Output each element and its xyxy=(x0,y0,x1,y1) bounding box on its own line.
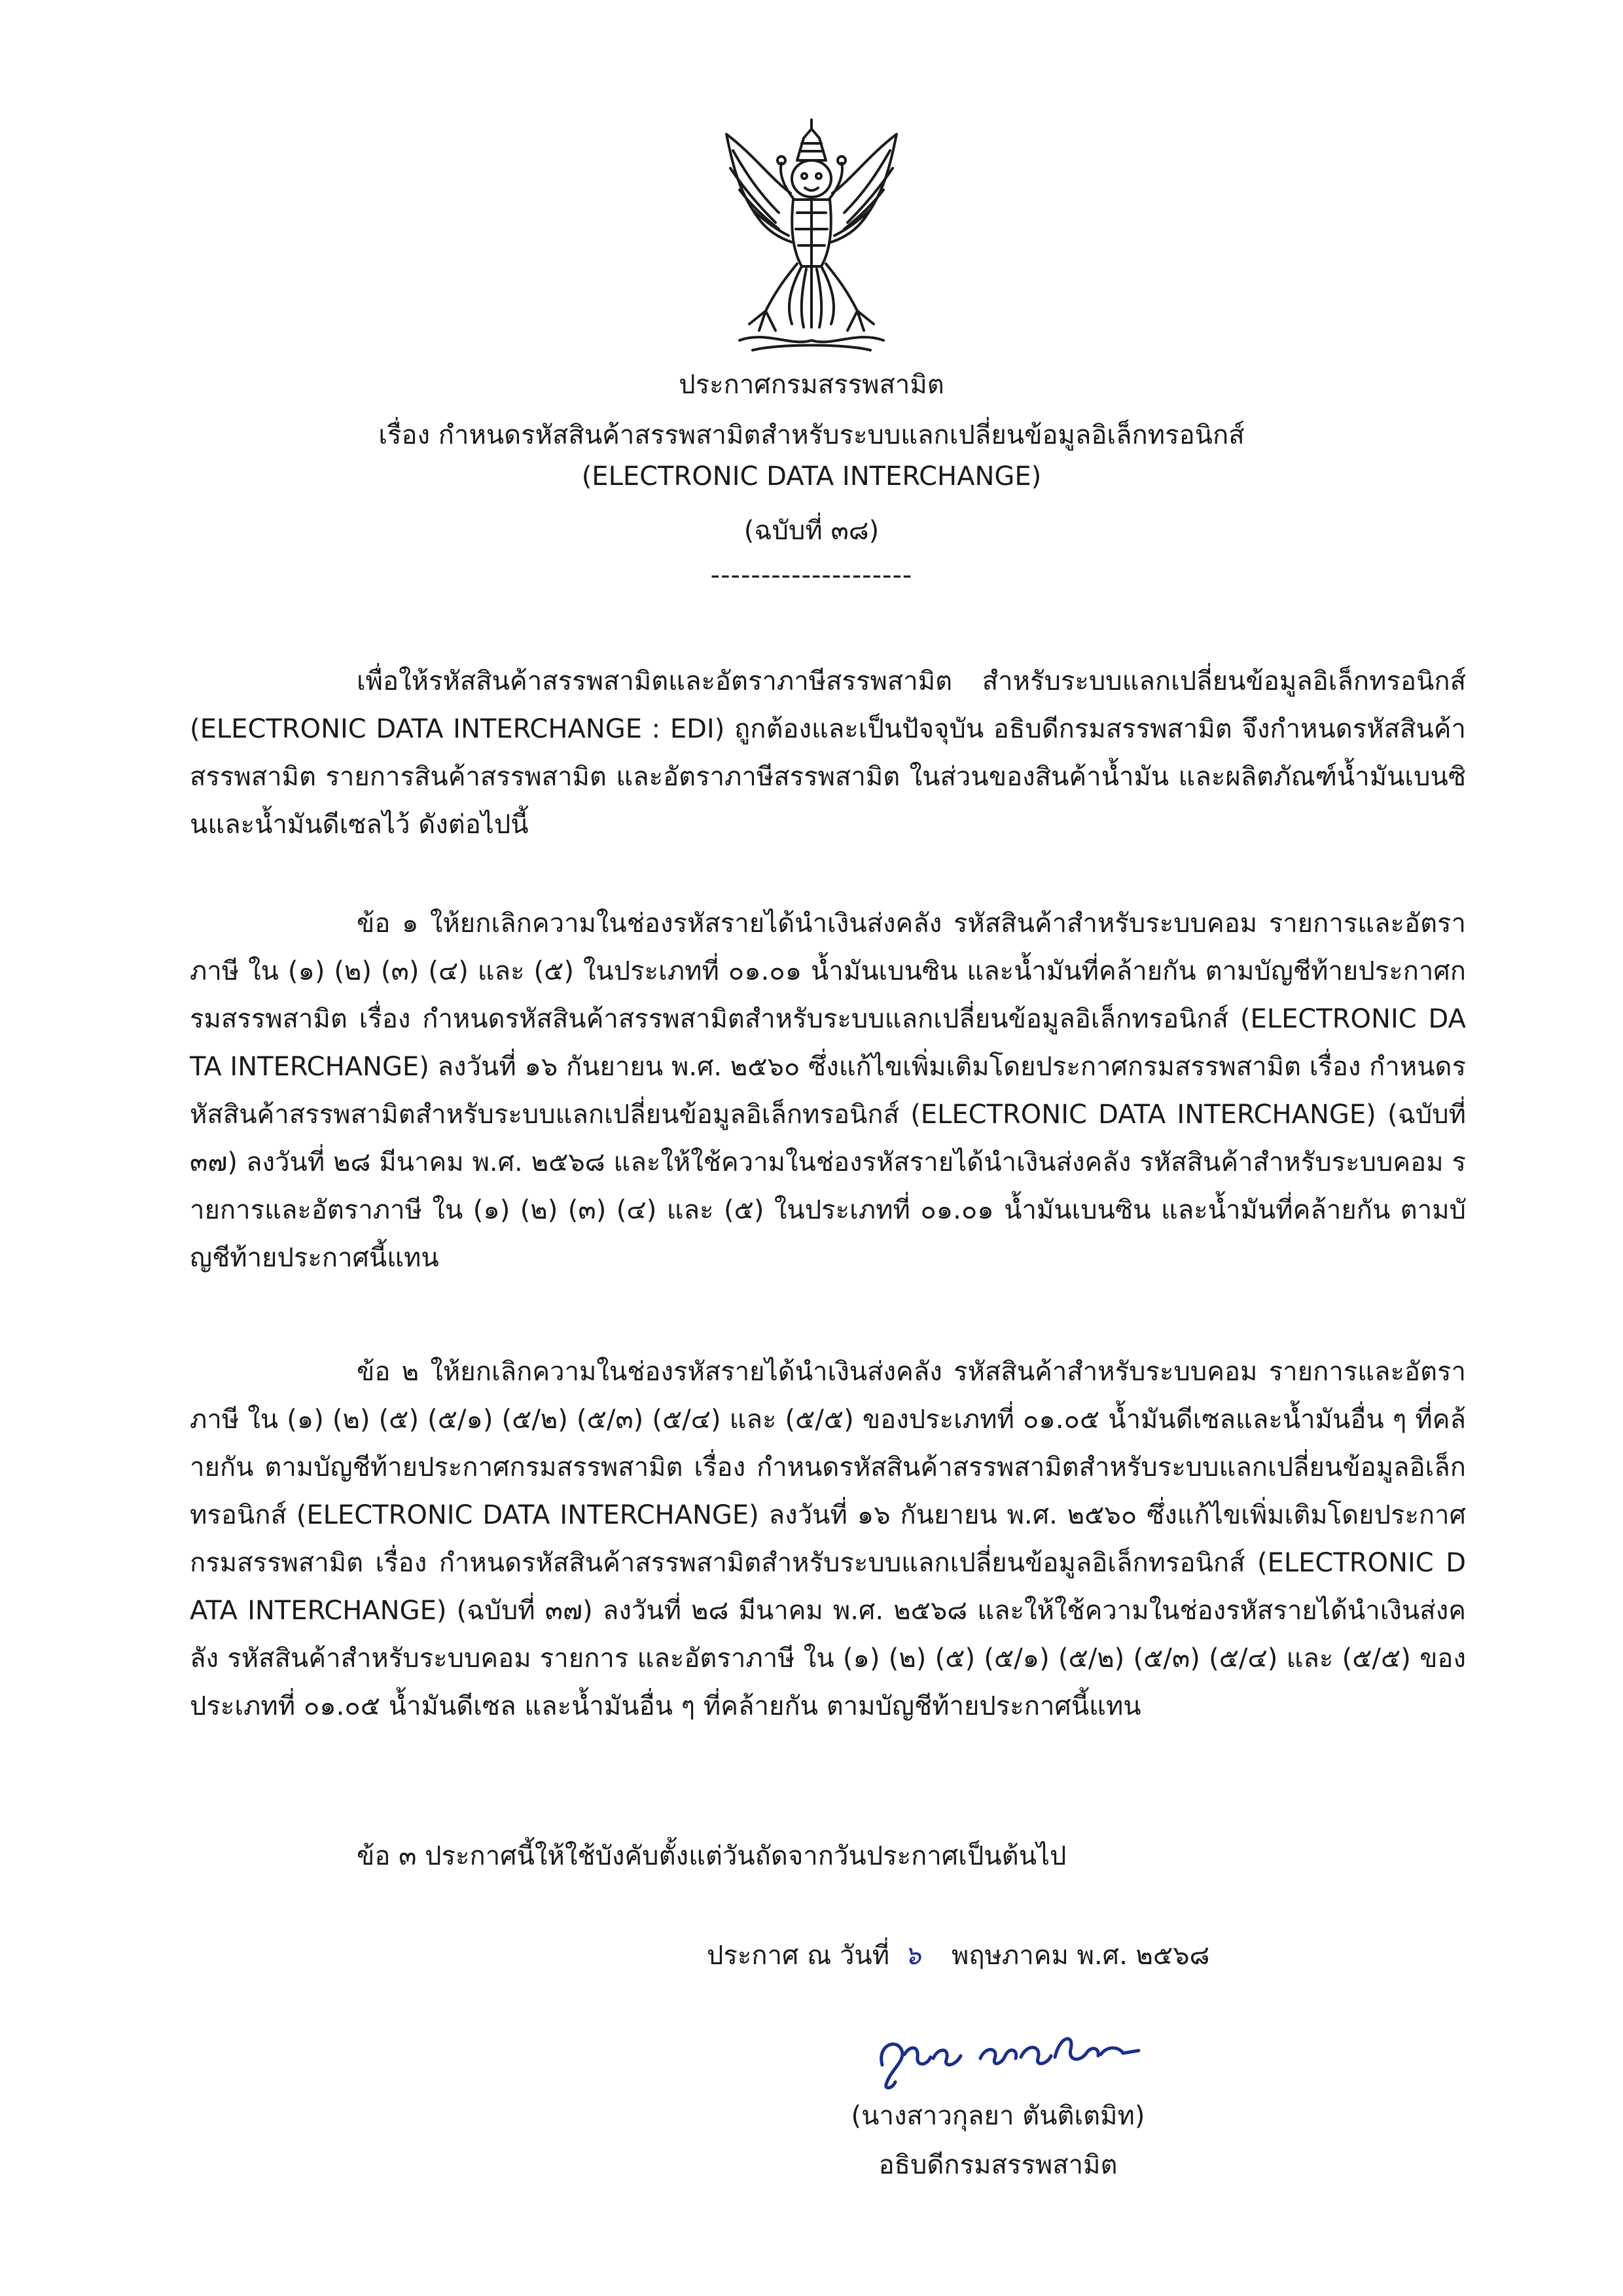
intro-paragraph: เพื่อให้รหัสสินค้าสรรพสามิตและอัตราภาษีสรรพสามิต สำหรับระบบแลกเปลี่ยนข้อมูลอิเล็กทรอนิกส์ (ELECTRONIC DATA INTERCHANGE : EDI) ถูกต้องและเป็นปัจจุบัน อธิบดีกรมสรรพสามิต จึงกำหนดรหัสสินค้าสรรพสามิต รายการสินค้าสรรพสามิต และอัตราภาษีสรรพสามิต ในส่วนของสินค้าน้ำมัน และผลิตภัณฑ์น้ำมันเบนซินและน้ำมันดีเซลไว้ ดังต่อไปนี้ xyxy=(190,666,1466,840)
dateline-prefix: ประกาศ ณ วันที่ xyxy=(707,1941,890,1971)
dateline-day-handwritten: ๖ xyxy=(904,1941,921,1971)
garuda-emblem-icon xyxy=(713,115,910,357)
handwritten-signature xyxy=(870,2019,1145,2091)
announcement-dateline xyxy=(707,1934,1209,1976)
announcement-issue-number: (ฉบับที่ ๓๘) xyxy=(743,516,880,546)
announcement-subject-english: (ELECTRONIC DATA INTERCHANGE) xyxy=(581,461,1042,492)
announcement-title: ประกาศกรมสรรพสามิต xyxy=(679,370,944,400)
signatory-name: (นางสาวกุลยา ตันติเตมิท) xyxy=(851,2101,1145,2131)
clause-2-paragraph: ข้อ ๒ ให้ยกเลิกความในช่องรหัสรายได้นำเงินส่งคลัง รหัสสินค้าสำหรับระบบคอม รายการและอัตราภาษี ใน (๑) (๒) (๕) (๕/๑) (๕/๒) (๕/๓) (๕/๔) และ (๕/๕) ของประเภทที่ ๐๑.๐๕ น้ำมันดีเซลและน้ำมันอื่น ๆ ที่คล้ายกัน ตามบัญชีท้ายประกาศกรมสรรพสามิต เรื่อง กำหนดรหัสสินค้าสรรพสามิตสำหรับระบบแลกเปลี่ยนข้อมูลอิเล็กทรอนิกส์ (ELECTRONIC DATA INTERCHANGE) ลงวันที่ ๑๖ กันยายน พ.ศ. ๒๕๖๐ ซึ่งแก้ไขเพิ่มเติมโดยประกาศกรมสรรพสามิต เรื่อง กำหนดรหัสสินค้าสรรพสามิตสำหรับระบบแลกเปลี่ยนข้อมูลอิเล็กทรอนิกส์ (ELECTRONIC DATA INTERCHANGE) (ฉบับที่ ๓๗) ลงวันที่ ๒๘ มีนาคม พ.ศ. ๒๕๖๘ และให้ใช้ความในช่องรหัสรายได้นำเงินส่งคลัง รหัสสินค้าสำหรับระบบคอม รายการ และอัตราภาษี ใน (๑) (๒) (๕) (๕/๑) (๕/๒) (๕/๓) (๕/๔) และ (๕/๕) ของประเภทที่ ๐๑.๐๕ น้ำมันดีเซล และน้ำมันอื่น ๆ ที่คล้ายกัน ตามบัญชีท้ายประกาศนี้แทน xyxy=(190,1357,1466,1721)
clause-3-paragraph: ข้อ ๓ ประกาศนี้ให้ใช้บังคับตั้งแต่วันถัดจากวันประกาศเป็นต้นไป xyxy=(357,1841,1067,1871)
dateline-month-year: พฤษภาคม พ.ศ. ๒๕๖๘ xyxy=(951,1941,1210,1971)
clause-1-paragraph: ข้อ ๑ ให้ยกเลิกความในช่องรหัสรายได้นำเงินส่งคลัง รหัสสินค้าสำหรับระบบคอม รายการและอัตราภาษี ใน (๑) (๒) (๓) (๔) และ (๕) ในประเภทที่ ๐๑.๐๑ น้ำมันเบนซิน และน้ำมันที่คล้ายกัน ตามบัญชีท้ายประกาศกรมสรรพสามิต เรื่อง กำหนดรหัสสินค้าสรรพสามิตสำหรับระบบแลกเปลี่ยนข้อมูลอิเล็กทรอนิกส์ (ELECTRONIC DATA INTERCHANGE) ลงวันที่ ๑๖ กันยายน พ.ศ. ๒๕๖๐ ซึ่งแก้ไขเพิ่มเติมโดยประกาศกรมสรรพสามิต เรื่อง กำหนดรหัสสินค้าสรรพสามิตสำหรับระบบแลกเปลี่ยนข้อมูลอิเล็กทรอนิกส์ (ELECTRONIC DATA INTERCHANGE) (ฉบับที่ ๓๗) ลงวันที่ ๒๘ มีนาคม พ.ศ. ๒๕๖๘ และให้ใช้ความในช่องรหัสรายได้นำเงินส่งคลัง รหัสสินค้าสำหรับระบบคอม รายการและอัตราภาษี ใน (๑) (๒) (๓) (๔) และ (๕) ในประเภทที่ ๐๑.๐๑ น้ำมันเบนซิน และน้ำมันที่คล้ายกัน ตามบัญชีท้ายประกาศนี้แทน xyxy=(190,908,1466,1273)
announcement-subject: เรื่อง กำหนดรหัสสินค้าสรรพสามิตสำหรับระบบแลกเปลี่ยนข้อมูลอิเล็กทรอนิกส์ xyxy=(378,420,1245,450)
signatory-position: อธิบดีกรมสรรพสามิต xyxy=(878,2150,1118,2180)
header-divider: -------------------- xyxy=(710,560,913,590)
